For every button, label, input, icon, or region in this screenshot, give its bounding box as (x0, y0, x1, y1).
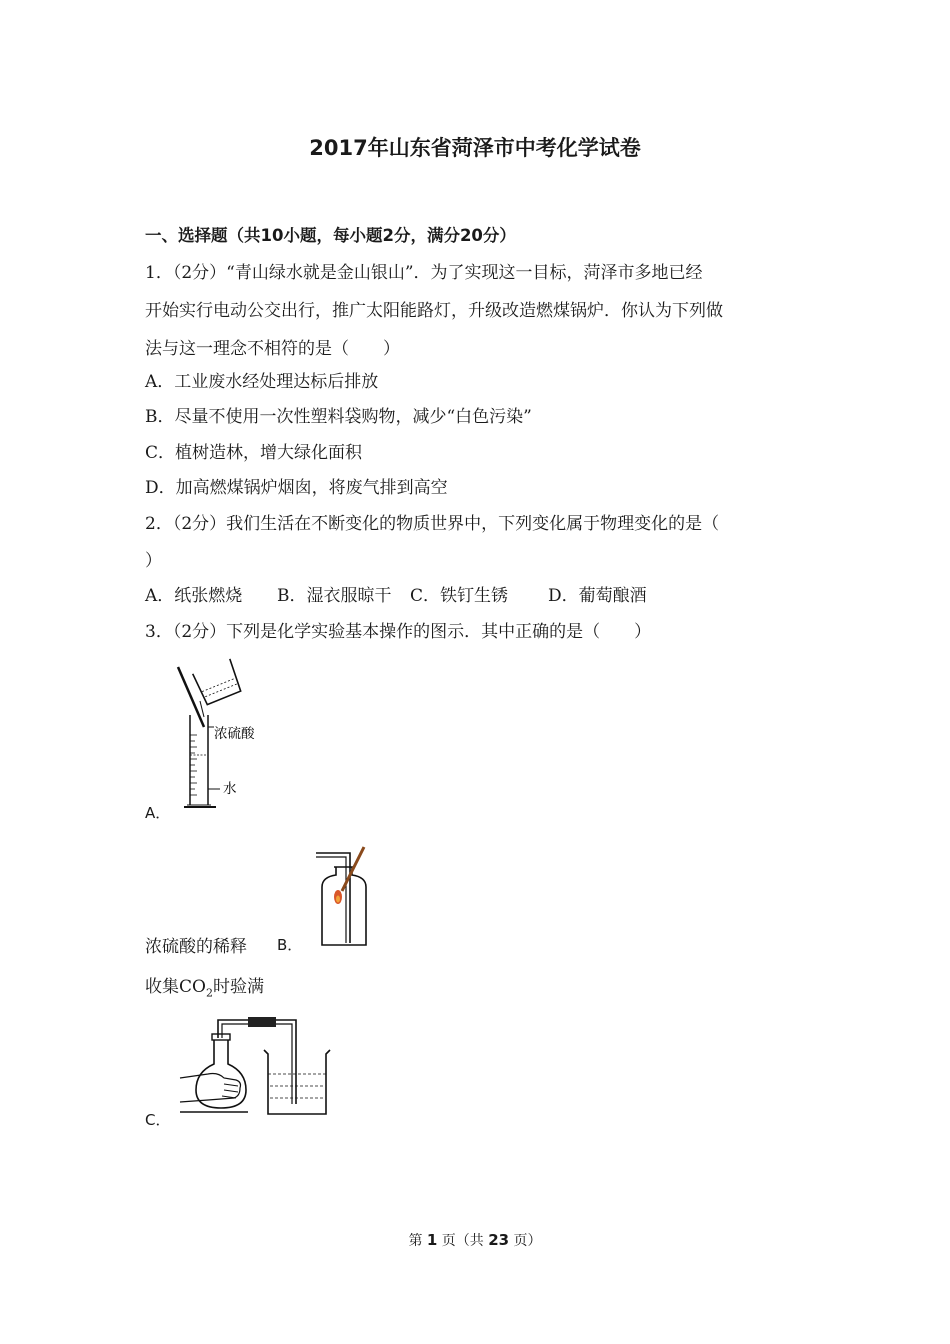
q1-option-a: A．工业废水经处理达标后排放 (145, 372, 379, 392)
q1-option-c: C．植树造林，增大绿化面积 (145, 443, 363, 463)
q1-option-d: D．加高燃煤锅炉烟囱，将废气排到高空 (145, 478, 448, 498)
page-footer: 第 1 页（共 23 页） (408, 1231, 542, 1249)
figure-c-airtightness (178, 1012, 338, 1120)
figure-a-dilution (170, 655, 280, 815)
q3-option-b-caption: 收集$CO_2$时验满 (145, 977, 264, 1000)
q3-stem: 3．（2分）下列是化学实验基本操作的图示．其中正确的是（ ） (145, 622, 652, 642)
q2-stem-line2: ） (145, 551, 162, 571)
q1-stem-line3: 法与这一理念不相符的是（ ） (145, 339, 400, 359)
q3-option-a-label: A． (145, 804, 171, 822)
figure-a-water-label: 水 (223, 781, 237, 797)
q1-stem-line1: 1．（2分）“青山绿水就是金山银山”．为了实现这一目标，菏泽市多地已经 (145, 263, 703, 283)
q3-option-b-label: B． (277, 936, 303, 954)
q2-option-a: A．纸张燃烧 (145, 586, 243, 606)
q1-stem-line2: 开始实行电动公交出行，推广太阳能路灯，升级改造燃煤锅炉．你认为下列做 (145, 301, 723, 321)
current-page: 1 (426, 1231, 438, 1249)
q2-option-c: C．铁钉生锈 (410, 586, 509, 606)
q3-option-a-caption: 浓硫酸的稀释 (145, 937, 247, 957)
q2-option-b: B．湿衣服晾干 (277, 586, 392, 606)
total-pages: 23 (488, 1231, 510, 1249)
q2-stem-line1: 2．（2分）我们生活在不断变化的物质世界中，下列变化属于物理变化的是（ (145, 514, 720, 534)
q1-option-b: B．尽量不使用一次性塑料袋购物，减少“白色污染” (145, 407, 532, 427)
q2-option-d: D．葡萄酿酒 (548, 586, 647, 606)
q3-option-c-label: C． (145, 1111, 171, 1129)
figure-b-co2-bottle (312, 845, 372, 950)
figure-a-acid-label: 浓硫酸 (214, 726, 255, 742)
section-heading: 一、选择题（共10小题，每小题2分，满分20分） (145, 226, 516, 245)
page-title: 2017年山东省菏泽市中考化学试卷 (309, 136, 641, 160)
